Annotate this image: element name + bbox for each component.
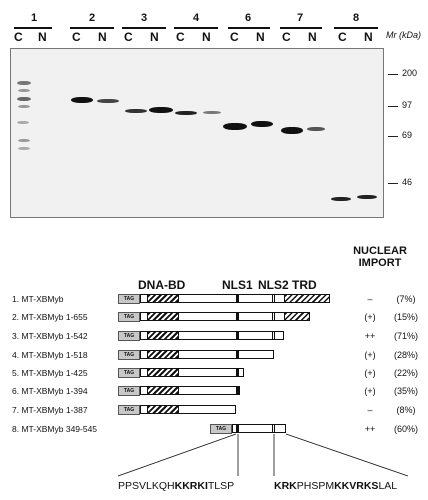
header-line: IMPORT [358,257,402,269]
import-level: (+) [364,368,376,378]
tag-box: TAG [118,294,140,304]
nls1-label: NLS1 [222,278,253,292]
construct-label: 3. MT-XBMyb 1-542 [12,331,88,341]
import-percent: (22%) [393,368,418,378]
lane-c-label: C [282,30,291,44]
lane-number: 4 [192,12,200,24]
import-level: (+) [364,312,376,322]
import-level: (+) [364,350,376,360]
construct-label: 4. MT-XBMyb 1-518 [12,350,88,360]
import-percent: (7%) [396,294,416,304]
import-percent: (71%) [393,331,418,341]
trd-label: TRD [292,278,317,292]
nls2-label: NLS2 [258,278,289,292]
nls1-sequence: PPSVLKQHKKRKITLSP [118,480,235,492]
lane-n-label: N [364,30,373,44]
lane-n-label: N [308,30,317,44]
lane-c-label: C [72,30,81,44]
import-level: (+) [364,386,376,396]
mr-axis-label: Mr (kDa) [386,30,421,40]
tag-box: TAG [118,350,140,360]
import-level: ++ [364,331,376,341]
lane-n-label: N [256,30,265,44]
lane-number: 6 [244,12,252,24]
lane-n-label: N [150,30,159,44]
construct-label: 5. MT-XBMyb 1-425 [12,368,88,378]
lane-c-label: C [338,30,347,44]
tag-box: TAG [118,405,140,415]
import-level: – [367,294,373,304]
lane-c-label: C [14,30,23,44]
import-percent: (28%) [393,350,418,360]
construct-label: 1. MT-XBMyb [12,294,64,304]
marker-label: 97 [402,100,413,110]
nls2-sequence: KRKPHSPMKKVRKSLAL [274,480,398,492]
lane-n-label: N [98,30,107,44]
lane-n-label: N [202,30,211,44]
marker-label: 46 [402,177,413,187]
construct-label: 7. MT-XBMyb 1-387 [12,405,88,415]
tag-box: TAG [118,386,140,396]
lane-c-label: C [176,30,185,44]
lane-number: 3 [140,12,148,24]
import-percent: (15%) [393,312,418,322]
lane-number: 8 [352,12,360,24]
lane-n-label: N [38,30,47,44]
import-level: – [367,405,373,415]
construct-label: 8. MT-XBMyb 349-545 [12,424,98,434]
lane-number: 2 [88,12,96,24]
tag-box: TAG [118,312,140,322]
tag-box: TAG [118,331,140,341]
tag-box: TAG [210,424,232,434]
lane-c-label: C [230,30,239,44]
import-level: ++ [364,424,376,434]
construct-label: 6. MT-XBMyb 1-394 [12,386,88,396]
import-percent: (8%) [396,405,416,415]
lane-number: 7 [296,12,304,24]
header-line: NUCLEAR [353,245,407,257]
construct-label: 2. MT-XBMyb 1-655 [12,312,88,322]
marker-label: 200 [402,68,418,78]
tag-box: TAG [118,368,140,378]
import-percent: (60%) [393,424,418,434]
marker-label: 69 [402,130,413,140]
lane-c-label: C [124,30,133,44]
lane-number: 1 [30,12,38,24]
dna-bd-label: DNA-BD [138,278,186,292]
import-percent: (35%) [393,386,418,396]
